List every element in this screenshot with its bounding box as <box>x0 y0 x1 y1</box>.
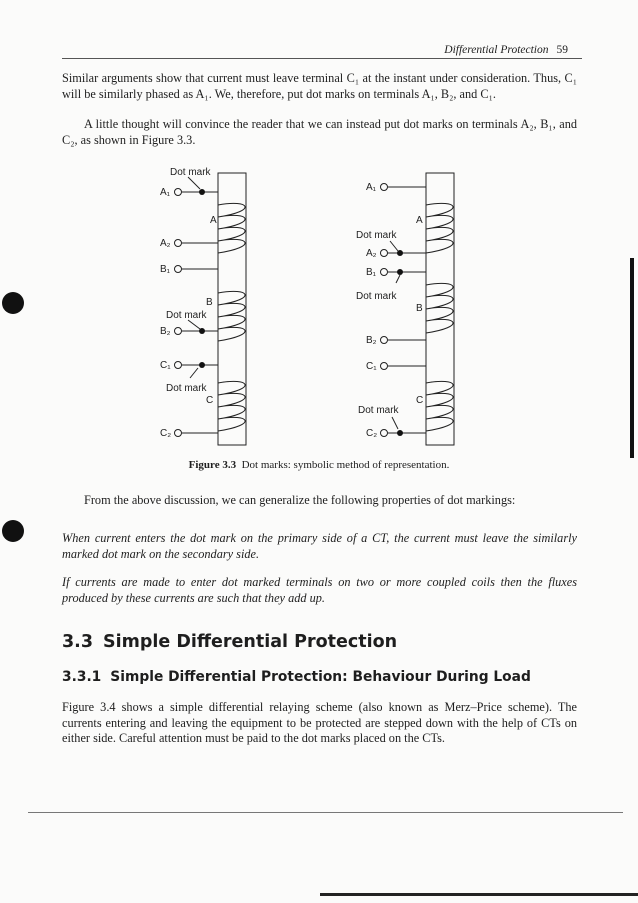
terminal-circle <box>175 328 182 335</box>
right-coil-label-b: B <box>416 303 423 314</box>
subsection-number: 3.3.1 <box>62 669 102 685</box>
dot-mark <box>397 250 403 256</box>
dot-mark-figure <box>140 165 510 455</box>
left-dot-label-3: Dot mark <box>166 383 207 394</box>
caption-label: Figure 3.3 <box>188 459 237 471</box>
left-coil-label-c: C <box>206 395 214 406</box>
right-coil-c <box>426 381 453 431</box>
section-heading <box>62 632 397 652</box>
header-rule <box>62 58 582 59</box>
dot-mark <box>199 362 205 368</box>
binder-hole <box>2 520 24 542</box>
paragraph-4: When current enters the dot mark on the primary side of a CT, the current must leave the similarly marked dot mark on the secondary side. <box>62 531 577 561</box>
section-title: Simple Differential Protection <box>103 632 398 652</box>
terminal-circle <box>381 430 388 437</box>
subsection-heading <box>62 669 531 685</box>
dot-mark <box>199 328 205 334</box>
right-coil-b <box>426 283 453 333</box>
terminal-circle <box>175 362 182 369</box>
right-term-a1: A₁ <box>366 182 377 193</box>
right-coil-a <box>426 203 453 253</box>
paragraph-6: Figure 3.4 shows a simple differential relaying scheme (also known as Merz–Price scheme). The currents entering and leaving the equipment to be protected are stepped down with the help of CTs on either side. Careful attention must be paid to the dot marks placed on the CTs. <box>62 700 577 745</box>
terminal-circle <box>381 250 388 257</box>
bottom-rule <box>28 812 623 813</box>
left-coil-b <box>218 291 245 341</box>
terminal-circle <box>381 363 388 370</box>
header-title: Differential Protection <box>444 44 549 56</box>
right-coil-label-c: C <box>416 395 424 406</box>
terminal-circle <box>175 266 182 273</box>
subsection-title: Simple Differential Protection: Behaviour During Load <box>110 669 531 685</box>
terminal-circle <box>381 269 388 276</box>
right-term-b2: B₂ <box>366 335 377 346</box>
paragraph-2: A little thought will convince the reader that we can instead put dot marks on terminals A₂, B₁, and C₂, as shown in Figure 3.3. <box>62 117 577 147</box>
left-term-b1: B₁ <box>160 264 171 275</box>
section-number: 3.3 <box>62 632 94 652</box>
terminal-circle <box>381 184 388 191</box>
right-term-c2: C₂ <box>366 428 378 439</box>
left-coil-label-b: B <box>206 297 213 308</box>
figure-caption <box>0 459 638 471</box>
right-dot-label-3: Dot mark <box>358 405 399 416</box>
left-term-b2: B₂ <box>160 326 171 337</box>
left-term-a1: A₁ <box>160 187 171 198</box>
terminal-circle <box>381 337 388 344</box>
left-dot-label-2: Dot mark <box>166 310 207 321</box>
left-dot-label-1: Dot mark <box>170 167 211 178</box>
terminal-circle <box>175 430 182 437</box>
left-term-c1: C₁ <box>160 360 171 371</box>
left-coil-label-a: A <box>210 215 217 226</box>
page-edge-mark <box>630 258 634 458</box>
paragraph-3: From the above discussion, we can generalize the following properties of dot markings: <box>84 493 516 507</box>
left-coil-c <box>218 381 245 431</box>
left-term-c2: C₂ <box>160 428 172 439</box>
paragraph-5: If currents are made to enter dot marked terminals on two or more coupled coils then the fluxes produced by these currents are such that they add up. <box>62 575 577 605</box>
right-term-b1: B₁ <box>366 267 377 278</box>
binder-hole <box>2 292 24 314</box>
terminal-circle <box>175 240 182 247</box>
page-number: 59 <box>556 44 568 56</box>
left-coil-a <box>218 203 245 253</box>
right-coil-label-a: A <box>416 215 423 226</box>
terminal-circle <box>175 189 182 196</box>
right-dot-label-2: Dot mark <box>356 291 397 302</box>
dot-mark <box>199 189 205 195</box>
dot-mark <box>397 269 403 275</box>
caption-text: Dot marks: symbolic method of representation. <box>241 459 450 471</box>
right-dot-label-1: Dot mark <box>356 230 397 241</box>
paragraph-1: Similar arguments show that current must leave terminal C₁ at the instant under consideration. Thus, C₁ will be similarly phased as A₁. We, therefore, put dot marks on terminals A₁, B₂, and C₁. <box>62 71 577 101</box>
left-term-a2: A₂ <box>160 238 171 249</box>
running-header <box>444 44 568 56</box>
right-term-c1: C₁ <box>366 361 377 372</box>
right-term-a2: A₂ <box>366 248 377 259</box>
bottom-edge-bar <box>320 893 638 896</box>
dot-mark <box>397 430 403 436</box>
